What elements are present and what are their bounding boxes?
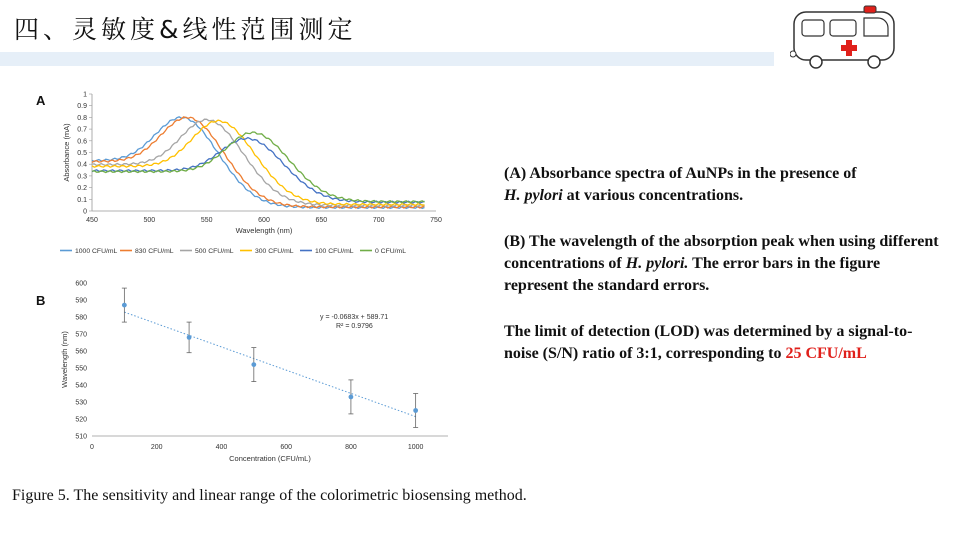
slide-title: 四、灵敏度&线性范围测定 <box>14 15 357 44</box>
data-point <box>413 408 418 413</box>
y-tick-label: 0.8 <box>77 114 87 122</box>
x-tick-label: 500 <box>143 217 156 224</box>
x-tick-label: 0 <box>90 444 94 451</box>
spectrum-line <box>92 120 425 205</box>
x-tick-label: 800 <box>345 444 357 451</box>
peak-wavelength-chart <box>55 276 475 471</box>
y-tick-label: 580 <box>75 314 87 322</box>
y-axis-label: Wavelength (nm) <box>60 331 69 388</box>
y-axis-label: Absorbance (mA) <box>62 123 71 182</box>
x-tick-label: 1000 <box>407 444 424 451</box>
data-point <box>251 362 256 367</box>
y-tick-label: 0.3 <box>77 173 87 181</box>
y-tick-label: 530 <box>75 399 87 407</box>
x-tick-label: 450 <box>86 217 98 224</box>
y-tick-label: 0.5 <box>77 150 87 157</box>
x-tick-label: 400 <box>215 444 228 451</box>
legend-label: 100 CFU/mL <box>315 248 354 255</box>
legend-label: 830 CFU/mL <box>135 248 174 255</box>
x-tick-label: 650 <box>315 217 328 224</box>
y-tick-label: 0.7 <box>77 126 87 134</box>
data-point <box>187 335 192 340</box>
ambulance-icon <box>790 4 898 72</box>
r-squared: R² = 0.9796 <box>336 323 373 330</box>
y-tick-label: 0.2 <box>77 185 87 193</box>
x-tick-label: 550 <box>200 217 213 224</box>
x-tick-label: 200 <box>150 444 163 451</box>
y-tick-label: 590 <box>75 297 87 305</box>
y-tick-label: 0.9 <box>77 103 87 111</box>
spectrum-line <box>92 132 425 203</box>
y-tick-label: 0 <box>83 208 87 216</box>
y-tick-label: 550 <box>75 365 87 373</box>
y-tick-label: 0.6 <box>77 138 87 146</box>
absorbance-spectra-chart <box>55 84 475 264</box>
legend-label: 1000 CFU/mL <box>75 248 118 255</box>
x-tick-label: 600 <box>280 444 293 451</box>
lod-statement: The limit of detection (LOD) was determined by a signal-to-noise (S/N) ratio of 3:1, corresponding to 25 CFU/mL <box>504 323 913 362</box>
legend-label: 500 CFU/mL <box>195 248 234 255</box>
y-tick-label: 560 <box>75 348 87 356</box>
figure-caption: Figure 5. The sensitivity and linear range of the colorimetric biosensing method. <box>12 487 527 504</box>
y-tick-label: 570 <box>75 331 87 339</box>
y-tick-label: 1 <box>83 91 87 99</box>
legend-label: 300 CFU/mL <box>255 248 294 255</box>
y-tick-label: 510 <box>75 433 87 441</box>
x-axis-label: Wavelength (nm) <box>235 226 293 235</box>
species-name: H. pylori <box>504 187 563 204</box>
x-tick-label: 700 <box>372 217 385 224</box>
data-point <box>349 395 354 400</box>
caption-a: (A) Absorbance spectra of AuNPs in the presence of H. pylori at various concentrations. <box>504 165 857 204</box>
panel-a-label: A <box>36 93 46 108</box>
y-tick-label: 0.4 <box>77 161 87 169</box>
panel-b-label: B <box>36 293 46 308</box>
regression-equation: y = -0.0683x + 589.71 <box>320 314 389 321</box>
lod-value: 25 CFU/mL <box>785 345 867 362</box>
x-tick-label: 600 <box>258 217 270 224</box>
title-underline-bar <box>0 52 774 66</box>
y-tick-label: 540 <box>75 382 87 390</box>
y-tick-label: 600 <box>75 280 87 288</box>
data-point <box>122 303 127 308</box>
y-tick-label: 520 <box>75 416 87 424</box>
x-tick-label: 750 <box>430 217 442 224</box>
legend-label: 0 CFU/mL <box>375 248 406 255</box>
caption-b: (B) The wavelength of the absorption peak when using different concentrations of H. pylori. The error bars in the figure represent the standard errors. <box>504 233 939 294</box>
species-name: H. pylori. <box>625 255 689 272</box>
y-tick-label: 0.1 <box>77 196 87 204</box>
x-axis-label: Concentration (CFU/mL) <box>229 454 311 463</box>
